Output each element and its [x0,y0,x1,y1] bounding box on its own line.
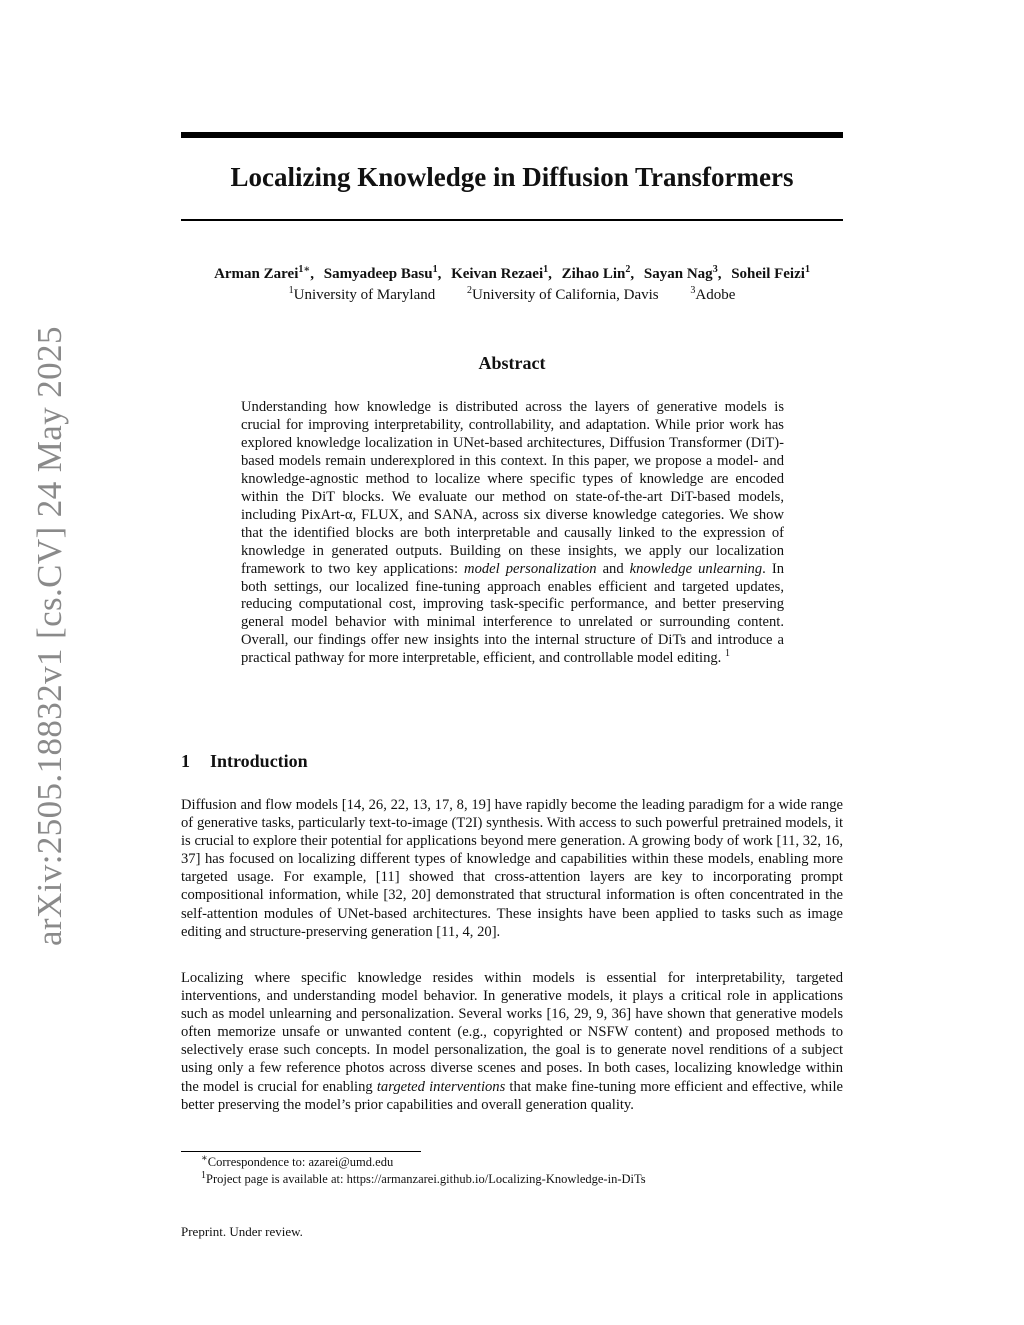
affiliation: $^1$University of Maryland [288,285,436,303]
preprint-note: Preprint. Under review. [181,1224,303,1239]
author: Zihao Lin$^2$, [561,264,635,282]
author: Sayan Nag$^3$, [643,264,722,282]
author: Keivan Rezaei$^1$, [451,264,552,282]
author: Soheil Feizi$^1$ [731,264,810,282]
footnote-divider [181,1151,421,1152]
intro-paragraph-2: Localizing where specific knowledge resides within models is essential for interpretability, targeted interventions, and understanding model behavior. In generative models, it plays a critical role in applications such as model unlearning and personalization. Several works [16, 29, 9, 36] have shown that generative models often memorize unsafe or unwanted content (e.g., copyrighted or NSFW content) and proposed methods to selectively erase such concepts. In model personalization, the goal is to generate novel renditions of a subject using only a few reference photos across diverse scenes and poses. In both cases, localizing knowledge within the model is crucial for enabling targeted interventions that make fine-tuning more efficient and effective, while better preserving the model’s prior capabilities and overall generation quality. [181,970,843,1113]
section-heading-introduction: 1 Introduction [181,751,308,771]
footnote-project-page: $^1$Project page is available at: https://armanzarei.github.io/Localizing-Knowledge-in-DiTs [201,1169,646,1186]
abstract-heading: Abstract [478,353,546,373]
affiliation: $^2$University of California, Davis [467,285,659,303]
footnote-correspondence: ∗Correspondence to: azarei@umd.edu [201,1152,394,1169]
title-bottom-rule [181,219,843,221]
author: Samyadeep Basu$^1$, [323,264,442,282]
intro-paragraph-1: Diffusion and flow models [14, 26, 22, 13, 17, 8, 19] have rapidly become the leading paradigm for a wide range of generative tasks, particularly text-to-image (T2I) synthesis. With access to such powerful pretrained models, it is crucial to explore their potential for applications beyond mere generation. A growing body of work [11, 32, 16, 37] has focused on localizing different types of knowledge and capabilities within these models, enabling more targeted usage. For example, [11] showed that cross-attention layers are key to incorporating prompt compositional information, while [32, 20] demonstrated that structural information is often concentrated in the self-attention modules of UNet-based architectures. These insights have been applied to tasks such as image editing and structure-preserving generation [11, 4, 20]. [181,797,843,940]
arxiv-identifier: arXiv:2505.18832v1 [cs.CV] 24 May 2025 [30,326,69,946]
abstract-body: Understanding how knowledge is distributed across the layers of generative models is crucial for improving interpretability, controllability, and adaptation. While prior work has explored knowledge localization in UNet-based architectures, Diffusion Transformer (DiT)-based models remain underexplored in this context. In this paper, we propose a model- and knowledge-agnostic method to localize where specific types of knowledge are encoded within the DiT blocks. We evaluate our method on state-of-the-art DiT-based models, including PixArt-α, FLUX, and SANA, across six diverse knowledge categories. We show that the identified blocks are both interpretable and causally linked to the expression of knowledge in generated outputs. Building on these insights, we apply our localization framework to two key applications: model personalization and knowledge unlearning. In both settings, our localized fine-tuning approach enables efficient and targeted updates, reducing computational cost, improving task-specific performance, and better preserving general model behavior with minimal interference to unrelated or surrounding content. Overall, our findings offer new insights into the internal structure of DiTs and introduce a practical pathway for more interpretable, efficient, and controllable model editing. $^1$ [241,399,784,667]
footnote-marker: 1 [724,648,730,660]
paper-title: Localizing Knowledge in Diffusion Transformers [230,162,794,192]
affiliation-list [181,287,843,304]
footnotes [181,1154,843,1188]
affiliation: $^3$Adobe [690,285,736,303]
author-list [181,266,843,283]
author: Arman Zarei$^{1∗}$, [214,264,315,282]
title-top-rule [181,132,843,138]
